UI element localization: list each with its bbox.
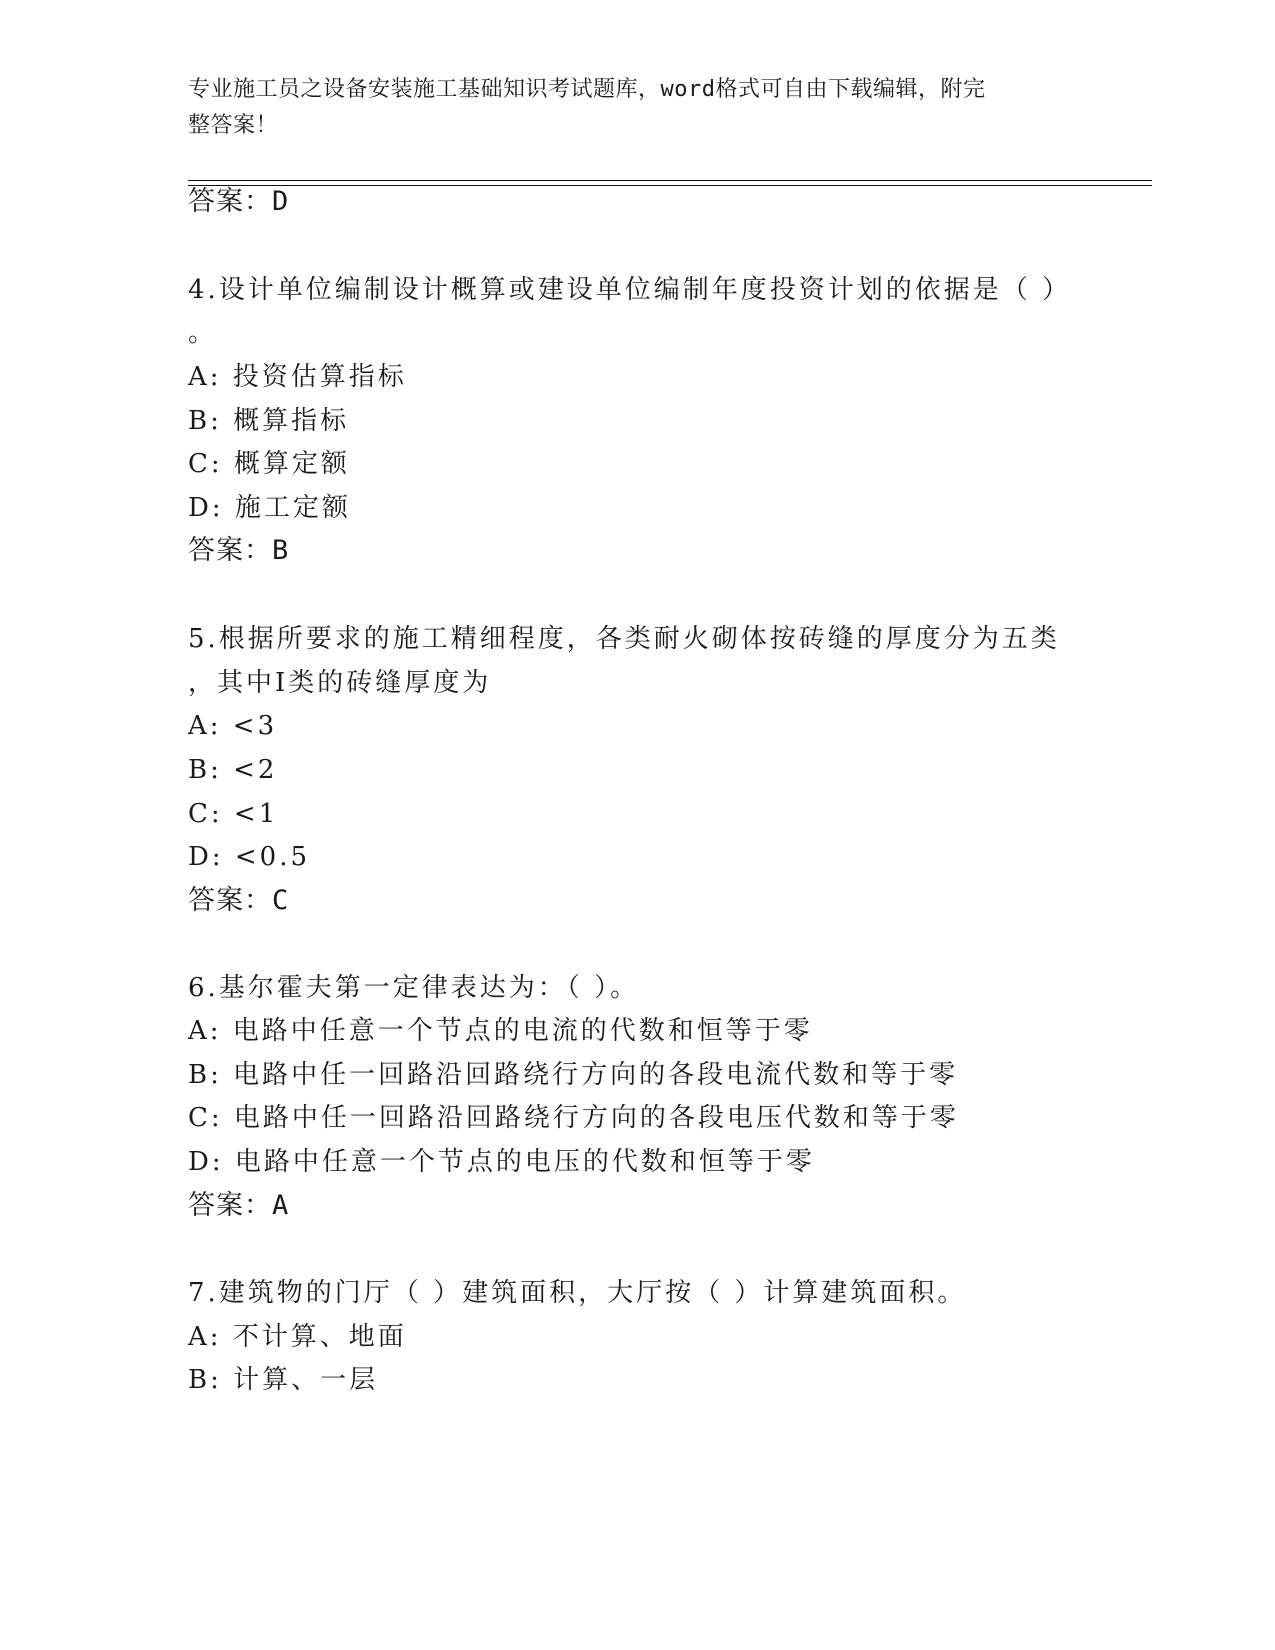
question-6-text-line-1: 6.基尔霍夫第一定律表达为：（ ）。: [188, 973, 640, 1003]
question-5-text-line-2: ，其中Ⅰ类的砖缝厚度为: [188, 668, 492, 698]
question-6-option-c: C: 电路中任一回路沿回路绕行方向的各段电压代数和等于零: [188, 1103, 959, 1133]
question-5-option-a: A: <3: [188, 711, 278, 741]
question-5-option-c: C: <1: [188, 799, 279, 829]
header-line-2: 整答案！: [188, 113, 279, 138]
answer-value: B: [272, 535, 290, 566]
question-6-option-d: D: 电路中任意一个节点的电压的代数和恒等于零: [188, 1147, 815, 1177]
question-4-text-line-2: 。: [188, 318, 218, 348]
question-7-text-line-1: 7.建筑物的门厅（ ）建筑面积，大厅按（ ）计算建筑面积。: [188, 1278, 967, 1308]
answer-label: 答案：: [188, 885, 272, 916]
question-7-option-b: B: 计算、一层: [188, 1365, 379, 1395]
header-divider-top: [188, 180, 1152, 181]
question-6-option-b: B: 电路中任一回路沿回路绕行方向的各段电流代数和等于零: [188, 1060, 959, 1090]
answer-label: 答案：: [188, 1190, 272, 1221]
answer-value: D: [272, 186, 290, 217]
answer-label: 答案：: [188, 186, 272, 217]
question-5-option-b: B: <2: [188, 755, 278, 785]
answer-value: A: [272, 1190, 290, 1221]
question-6-answer: [188, 1191, 289, 1221]
answer-value: C: [272, 885, 290, 916]
question-4-option-b: B: 概算指标: [188, 406, 350, 436]
header-line-1: 专业施工员之设备安装施工基础知识考试题库，word格式可自由下载编辑，附完: [188, 77, 986, 102]
question-5-answer: [188, 886, 289, 916]
header-divider-bottom: [188, 185, 1152, 186]
answer-label: 答案：: [188, 535, 272, 566]
question-5-option-d: D: <0.5: [188, 842, 311, 872]
question-4-option-d: D: 施工定额: [188, 493, 351, 523]
document-header: [188, 72, 1068, 144]
previous-answer: [188, 187, 289, 217]
question-4-text-line-1: 4.设计单位编制设计概算或建设单位编制年度投资计划的依据是（ ）: [188, 275, 1072, 305]
question-4-option-c: C: 概算定额: [188, 449, 350, 479]
question-5-text-line-1: 5.根据所要求的施工精细程度，各类耐火砌体按砖缝的厚度分为五类: [188, 624, 1060, 654]
question-6-option-a: A: 电路中任意一个节点的电流的代数和恒等于零: [188, 1016, 813, 1046]
question-4-option-a: A: 投资估算指标: [188, 362, 407, 392]
question-7-option-a: A: 不计算、地面: [188, 1322, 407, 1352]
question-4-answer: [188, 536, 289, 566]
